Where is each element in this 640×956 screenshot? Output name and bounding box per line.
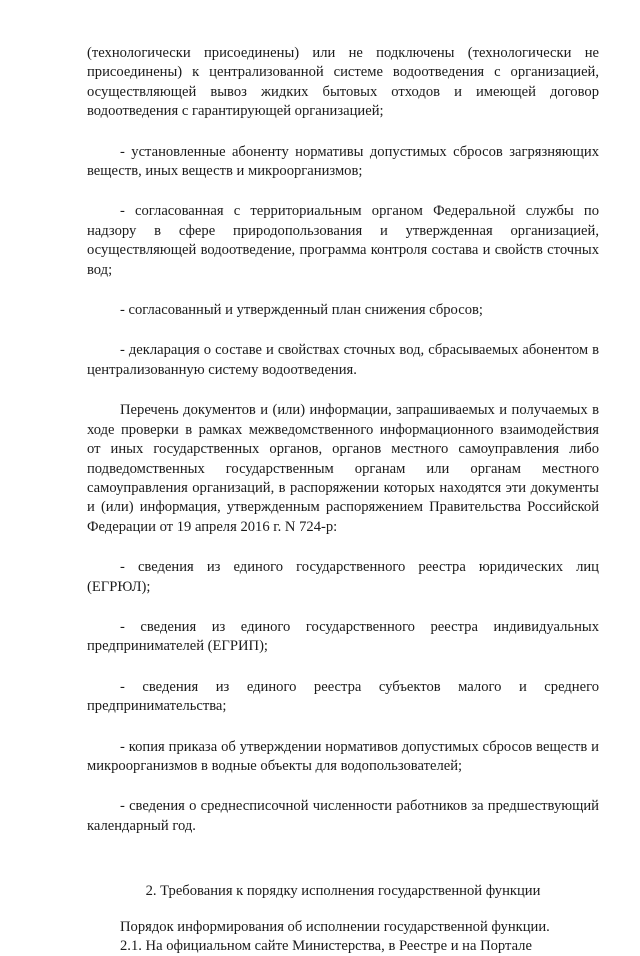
list-item-control-program: - согласованная с территориальным органом Федеральной службы по надзору в сфере природопользования и утвержденная организацией, осуществляющей водоотведение, программа контроля состава и свойств сточных вод; <box>87 203 599 278</box>
list-item-egrip: - сведения из единого государственного реестра индивидуальных предпринимателей (ЕГРИП); <box>87 618 599 655</box>
list-item-declaration: - декларация о составе и свойствах сточных вод, сбрасываемых абонентом в централизованную систему водоотведения. <box>87 342 599 378</box>
list-item-sme-registry: - сведения из единого реестра субъектов малого и среднего предпринимательства; <box>87 678 599 715</box>
list-item-egrul: - сведения из единого государственного реестра юридических лиц (ЕГРЮЛ); <box>87 559 599 595</box>
list-item-reduction-plan: - согласованный и утвержденный план снижения сбросов; <box>120 302 483 319</box>
list-item-headcount: - сведения о среднесписочной численности работников за предшествующий календарный год. <box>87 798 599 834</box>
paragraph-continuation: (технологически присоединены) или не подключены (технологически не присоединены) к централизованной системе водоотведения с организацией, осуществляющей вывоз жидких бытовых отходов и имеющей договор водоотведения с гарантирующей организацией; <box>87 45 599 120</box>
list-item-discharge-norms: - установленные абоненту нормативы допустимых сбросов загрязняющих веществ, иных веществ и микроорганизмов; <box>87 143 599 180</box>
section-intro: Порядок информирования об исполнении государственной функции. <box>120 918 550 935</box>
section-heading: 2. Требования к порядку исполнения государственной функции <box>145 883 541 900</box>
list-item-order-copy: - копия приказа об утверждении нормативов допустимых сбросов веществ и микроорганизмов в водные объекты для водопользователей; <box>87 738 599 774</box>
section-item-2-1: 2.1. На официальном сайте Министерства, в Реестре и на Портале <box>120 938 532 954</box>
document-page <box>87 44 599 956</box>
paragraph-document-list: Перечень документов и (или) информации, запрашиваемых и получаемых в ходе проверки в рамках межведомственного информационного взаимодействия от иных государственных органов, органов местного самоуправления либо подведомственных государственным органам или органам местного самоуправления организаций, в распоряжении которых находятся эти документы и (или) информация, утвержденным распоряжением Правительства Российской Федерации от 19 апреля 2016 г. N 724-р: <box>87 402 599 535</box>
